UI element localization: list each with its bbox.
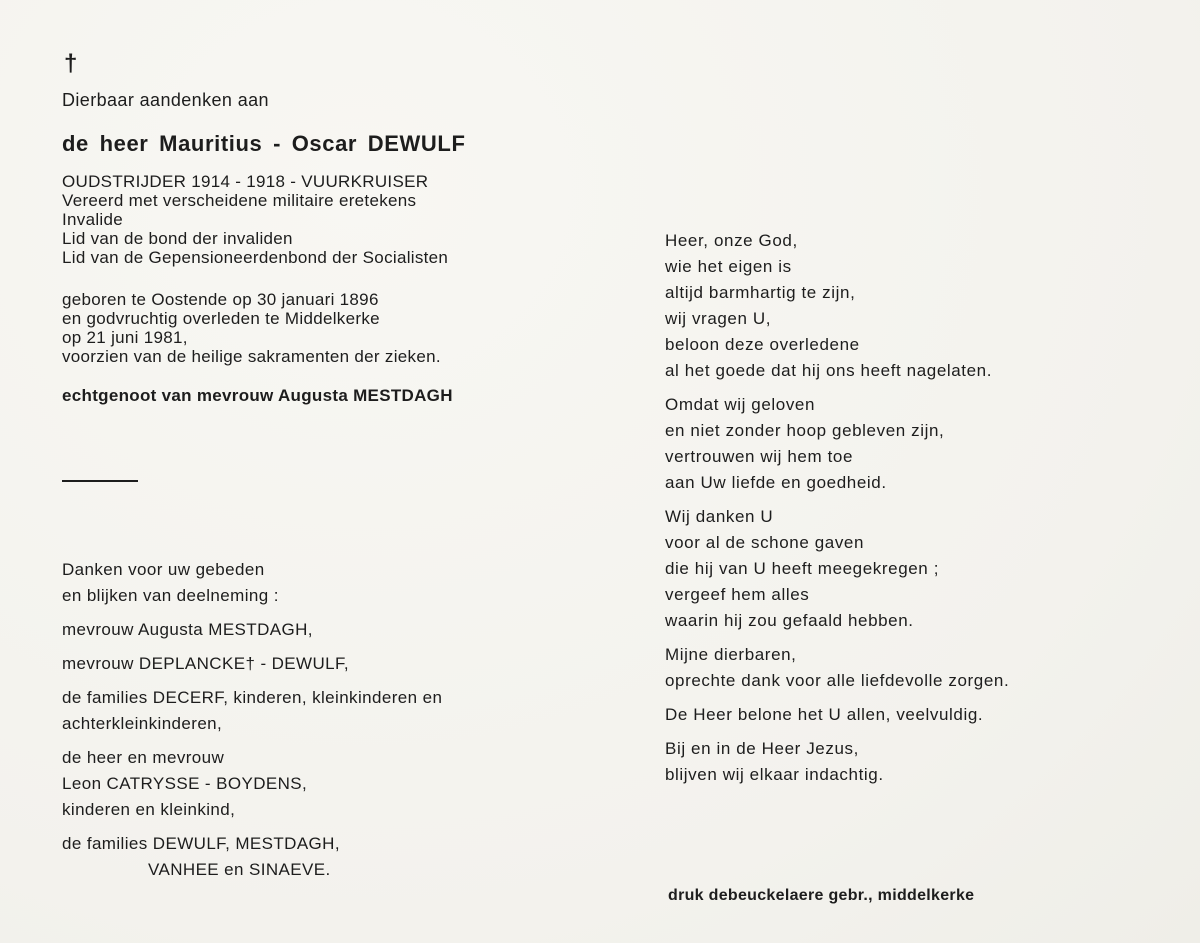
birth-line: op 21 juni 1981, [62,328,188,347]
prayer-line: waarin hij zou gefaald hebben. [665,611,914,630]
deceased-name: de heer Mauritius - Oscar DEWULF [62,131,466,156]
prayer-line: voor al de schone gaven [665,533,865,552]
prayer-block [665,231,1009,791]
thanks-intro-line: en blijken van deelneming : [62,586,279,605]
prayer-line: Bij en in de Heer Jezus, [665,739,859,758]
prayer-line: blijven wij elkaar indachtig. [665,765,884,784]
birth-line: voorzien van de heilige sakramenten der zieken. [62,347,441,366]
birth-line: en godvruchtig overleden te Middelkerke [62,309,380,328]
prayer-line: wie het eigen is [665,257,792,276]
birth-death-block [62,290,441,366]
prayer-line: die hij van U heeft meegekregen ; [665,559,940,578]
title-line: Lid van de Gepensioneerdenbond der Socialisten [62,248,449,267]
family-line: de families DEWULF, MESTDAGH, [62,834,340,853]
prayer-line: oprechte dank voor alle liefdevolle zorgen. [665,671,1010,690]
family-line: de heer en mevrouw [62,748,225,767]
prayer-line: en niet zonder hoop gebleven zijn, [665,421,945,440]
family-line: mevrouw DEPLANCKE† - DEWULF, [62,654,350,673]
prayer-line: altijd barmhartig te zijn, [665,283,856,302]
cross-symbol: † [64,50,78,77]
prayer-line: al het goede dat hij ons heeft nagelaten. [665,361,993,380]
family-line: mevrouw Augusta MESTDAGH, [62,620,313,639]
thanks-block [62,560,442,886]
family-line: Leon CATRYSSE - BOYDENS, [62,774,308,793]
thanks-intro-line: Danken voor uw gebeden [62,560,265,579]
divider-line [62,480,138,482]
title-line: Lid van de bond der invaliden [62,229,293,248]
spouse-line: echtgenoot van mevrouw Augusta MESTDAGH [62,386,453,405]
prayer-line: Omdat wij geloven [665,395,816,414]
prayer-line: De Heer belone het U allen, veelvuldig. [665,705,984,724]
family-last-line: VANHEE en SINAEVE. [148,860,331,879]
prayer-line: vergeef hem alles [665,585,810,604]
title-line: OUDSTRIJDER 1914 - 1918 - VUURKRUISER [62,172,429,191]
prayer-line: Heer, onze God, [665,231,798,250]
family-line: kinderen en kleinkind, [62,800,236,819]
prayer-line: beloon deze overledene [665,335,860,354]
titles-block [62,172,448,267]
family-line: achterkleinkinderen, [62,714,223,733]
title-line: Invalide [62,210,123,229]
intro-text: Dierbaar aandenken aan [62,90,269,110]
prayer-line: aan Uw liefde en goedheid. [665,473,887,492]
prayer-line: Mijne dierbaren, [665,645,797,664]
family-line: de families DECERF, kinderen, kleinkinderen en [62,688,443,707]
prayer-line: wij vragen U, [665,309,772,328]
prayer-line: Wij danken U [665,507,774,526]
prayer-line: vertrouwen wij hem toe [665,447,853,466]
title-line: Vereerd met verscheidene militaire eretekens [62,191,417,210]
birth-line: geboren te Oostende op 30 januari 1896 [62,290,379,309]
printer-credit: druk debeuckelaere gebr., middelkerke [668,887,975,904]
